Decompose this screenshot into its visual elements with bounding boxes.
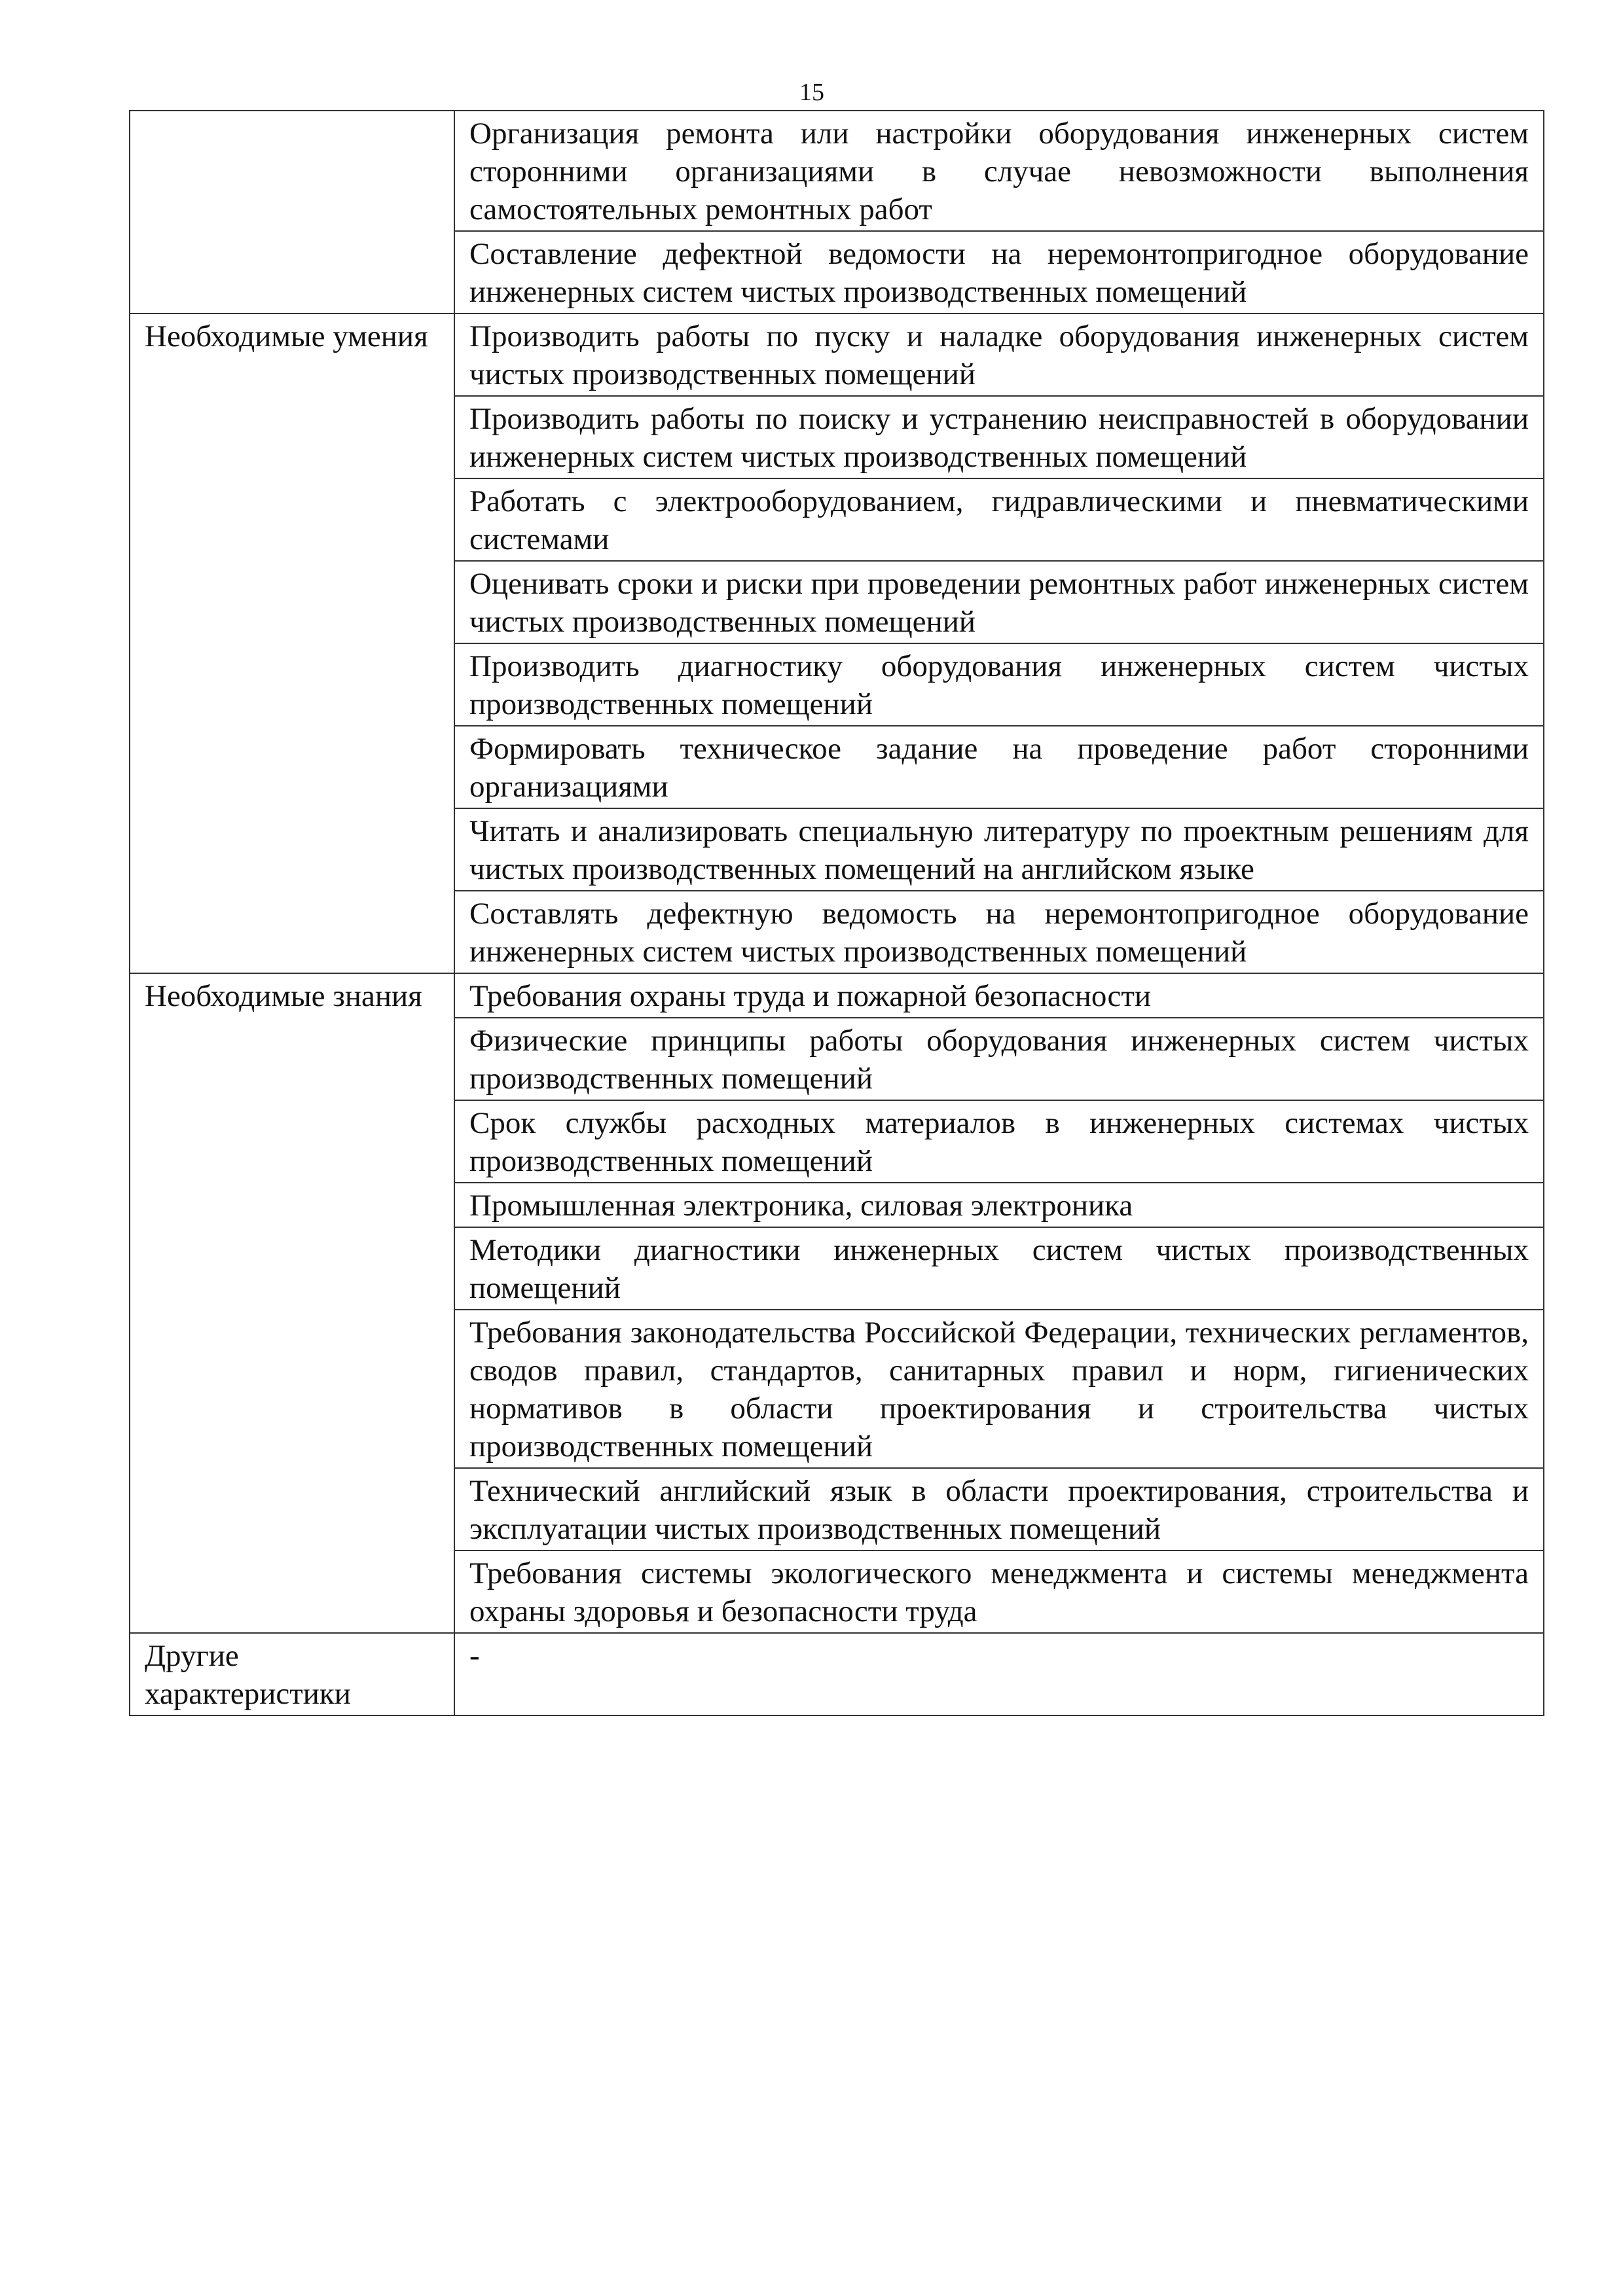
table-cell: Производить работы по пуску и наладке оборудования инженерных систем чистых производственных помещений — [454, 314, 1544, 396]
table-cell: Организация ремонта или настройки оборудования инженерных систем сторонними организациями в случае невозможности выполнения самостоятельных ремонтных работ — [454, 111, 1544, 231]
table-cell: Производить диагностику оборудования инженерных систем чистых производственных помещений — [454, 643, 1544, 726]
table-cell: Составлять дефектную ведомость на неремонтопригодное оборудование инженерных систем чистых производственных помещений — [454, 891, 1544, 973]
table-cell: Формировать техническое задание на проведение работ сторонними организациями — [454, 726, 1544, 808]
requirements-table — [129, 110, 1544, 1716]
table-cell: Требования системы экологического менеджмента и системы менеджмента охраны здоровья и безопасности труда — [454, 1551, 1544, 1633]
table-cell: Составление дефектной ведомости на неремонтопригодное оборудование инженерных систем чистых производственных помещений — [454, 231, 1544, 314]
page-number: 15 — [799, 79, 824, 106]
row-label-skills: Необходимые умения — [130, 314, 454, 973]
table-cell: Физические принципы работы оборудования инженерных систем чистых производственных помещений — [454, 1018, 1544, 1100]
table-cell: Срок службы расходных материалов в инженерных системах чистых производственных помещений — [454, 1100, 1544, 1183]
table-cell: Требования законодательства Российской Федерации, технических регламентов, сводов правил, стандартов, санитарных правил и норм, гигиенических нормативов в области проектирования и строительства чистых производственных помещений — [454, 1310, 1544, 1468]
table-cell: Технический английский язык в области проектирования, строительства и эксплуатации чистых производственных помещений — [454, 1468, 1544, 1551]
table-row — [130, 1633, 1544, 1715]
table-cell: Требования охраны труда и пожарной безопасности — [454, 973, 1544, 1018]
table-cell: Работать с электрооборудованием, гидравлическими и пневматическими системами — [454, 478, 1544, 561]
table-cell: Читать и анализировать специальную литературу по проектным решениям для чистых производственных помещений на английском языке — [454, 808, 1544, 891]
row-label-knowledge: Необходимые знания — [130, 973, 454, 1633]
table-row — [130, 314, 1544, 396]
table-cell: - — [454, 1633, 1544, 1715]
table-cell: Оценивать сроки и риски при проведении ремонтных работ инженерных систем чистых производственных помещений — [454, 561, 1544, 643]
table-row — [130, 973, 1544, 1018]
table-cell: Производить работы по поиску и устранению неисправностей в оборудовании инженерных систем чистых производственных помещений — [454, 396, 1544, 478]
table-cell: Промышленная электроника, силовая электроника — [454, 1183, 1544, 1227]
table-cell: Методики диагностики инженерных систем чистых производственных помещений — [454, 1227, 1544, 1310]
row-label-continued — [130, 111, 454, 314]
table-row — [130, 111, 1544, 231]
row-label-other: Другие характеристики — [130, 1633, 454, 1715]
